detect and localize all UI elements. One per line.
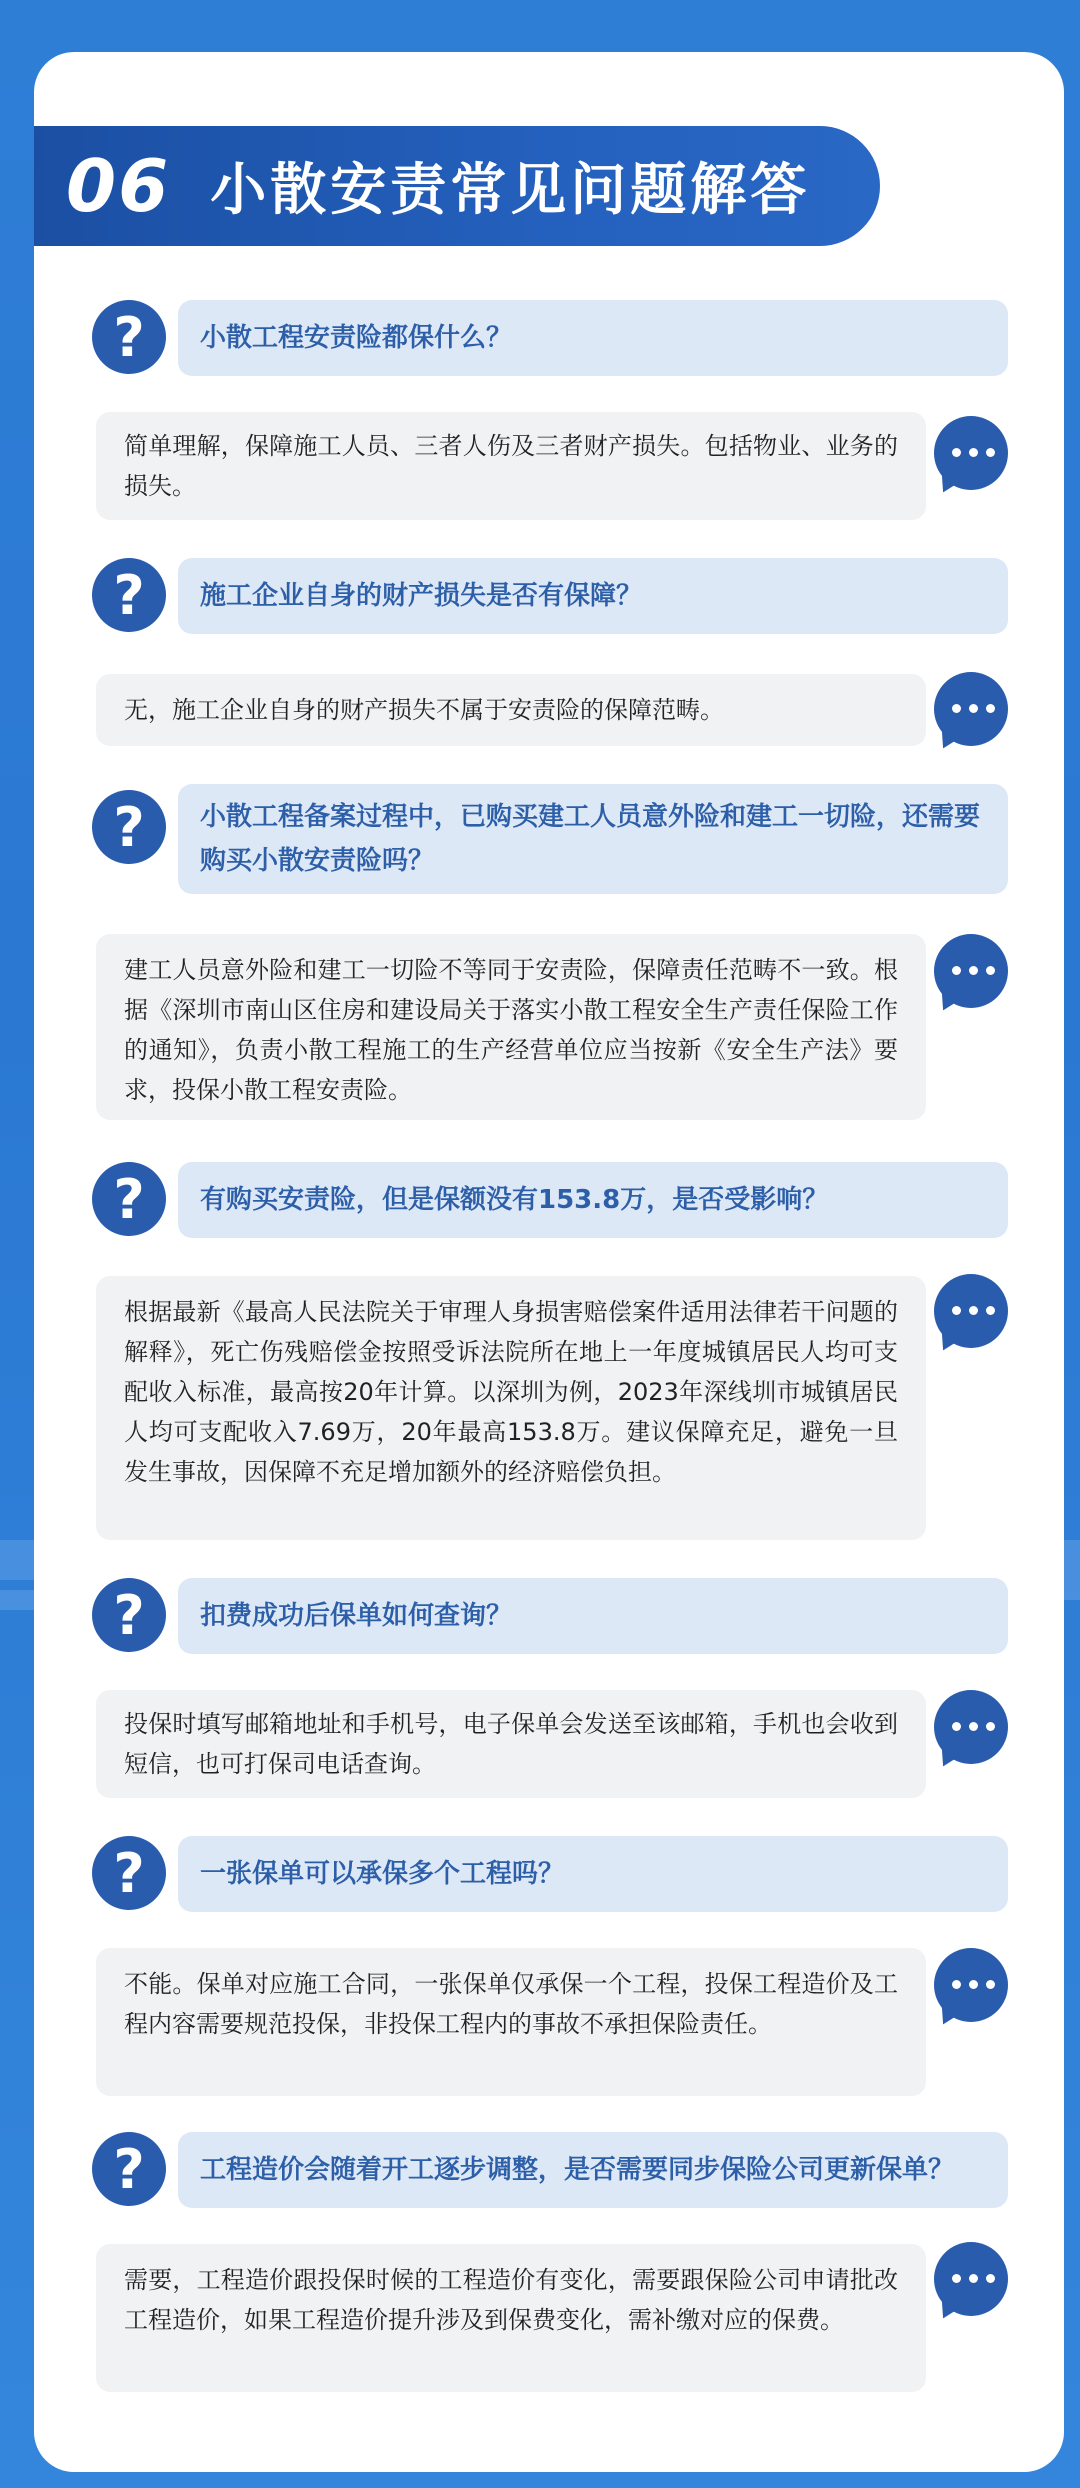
answer-text: 不能。保单对应施工合同，一张保单仅承保一个工程，投保工程造价及工程内容需要规范投保，非投保工程内的事故不承担保险责任。 xyxy=(124,1970,898,2038)
faq-card xyxy=(34,52,1064,2472)
chat-bubble-icon xyxy=(934,672,1008,746)
chat-bubble-icon xyxy=(934,1690,1008,1764)
question-icon: ? xyxy=(92,2132,166,2206)
answer-bubble xyxy=(96,412,926,520)
question-icon: ? xyxy=(92,1162,166,1236)
question-icon: ? xyxy=(92,790,166,864)
question-icon: ? xyxy=(92,1836,166,1910)
question-text: 有购买安责险，但是保额没有153.8万，是否受影响？ xyxy=(200,1185,829,1215)
question-text: 工程造价会随着开工逐步调整，是否需要同步保险公司更新保单？ xyxy=(200,2155,955,2185)
question-text: 小散工程安责险都保什么？ xyxy=(200,323,513,353)
question-bubble xyxy=(178,1836,1008,1912)
answer-bubble xyxy=(96,1690,926,1798)
chat-bubble-icon xyxy=(934,1274,1008,1348)
question-text: 小散工程备案过程中，已购买建工人员意外险和建工一切险，还需要购买小散安责险吗？ xyxy=(200,802,981,876)
question-bubble xyxy=(178,558,1008,634)
title-banner xyxy=(34,126,880,246)
question-text: 扣费成功后保单如何查询？ xyxy=(200,1601,513,1631)
answer-bubble xyxy=(96,1276,926,1540)
question-text: 施工企业自身的财产损失是否有保障？ xyxy=(200,581,643,611)
answer-bubble xyxy=(96,1948,926,2096)
answer-bubble xyxy=(96,934,926,1120)
answer-bubble xyxy=(96,2244,926,2392)
chat-bubble-icon xyxy=(934,934,1008,1008)
question-bubble xyxy=(178,2132,1008,2208)
answer-text: 需要，工程造价跟投保时候的工程造价有变化，需要跟保险公司申请批改工程造价，如果工程造价提升涉及到保费变化，需补缴对应的保费。 xyxy=(124,2266,898,2334)
bg-stripe xyxy=(0,1540,34,1580)
chat-bubble-icon xyxy=(934,2242,1008,2316)
page-title: 小散安责常见问题解答 xyxy=(210,158,811,223)
answer-text: 建工人员意外险和建工一切险不等同于安责险，保障责任范畴不一致。根据《深圳市南山区住房和建设局关于落实小散工程安全生产责任保险工作的通知》，负责小散工程施工的生产经营单位应当按新《安全生产法》要求，投保小散工程安责险。 xyxy=(124,956,898,1104)
bg-stripe xyxy=(0,1590,34,1610)
question-text: 一张保单可以承保多个工程吗？ xyxy=(200,1859,565,1889)
answer-bubble xyxy=(96,674,926,746)
answer-text: 根据最新《最高人民法院关于审理人身损害赔偿案件适用法律若干问题的解释》，死亡伤残赔偿金按照受诉法院所在地上一年度城镇居民人均可支配收入标准，最高按20年计算。以深圳为例，2023年深线圳市城镇居民人均可支配收入7.69万，20年最高153.8万。建议保障充足，避免一旦发生事故，因保障不充足增加额外的经济赔偿负担。 xyxy=(124,1298,898,1486)
chat-bubble-icon xyxy=(934,1948,1008,2022)
answer-text: 无，施工企业自身的财产损失不属于安责险的保障范畴。 xyxy=(124,696,724,724)
question-icon: ? xyxy=(92,558,166,632)
question-bubble xyxy=(178,1578,1008,1654)
answer-text: 投保时填写邮箱地址和手机号，电子保单会发送至该邮箱，手机也会收到短信，也可打保司电话查询。 xyxy=(124,1710,898,1778)
chat-bubble-icon xyxy=(934,416,1008,490)
question-icon: ? xyxy=(92,1578,166,1652)
question-bubble xyxy=(178,1162,1008,1238)
section-number: 06 xyxy=(66,144,171,228)
question-icon: ? xyxy=(92,300,166,374)
question-bubble xyxy=(178,300,1008,376)
answer-text: 简单理解，保障施工人员、三者人伤及三者财产损失。包括物业、业务的损失。 xyxy=(124,432,898,500)
question-bubble xyxy=(178,784,1008,894)
